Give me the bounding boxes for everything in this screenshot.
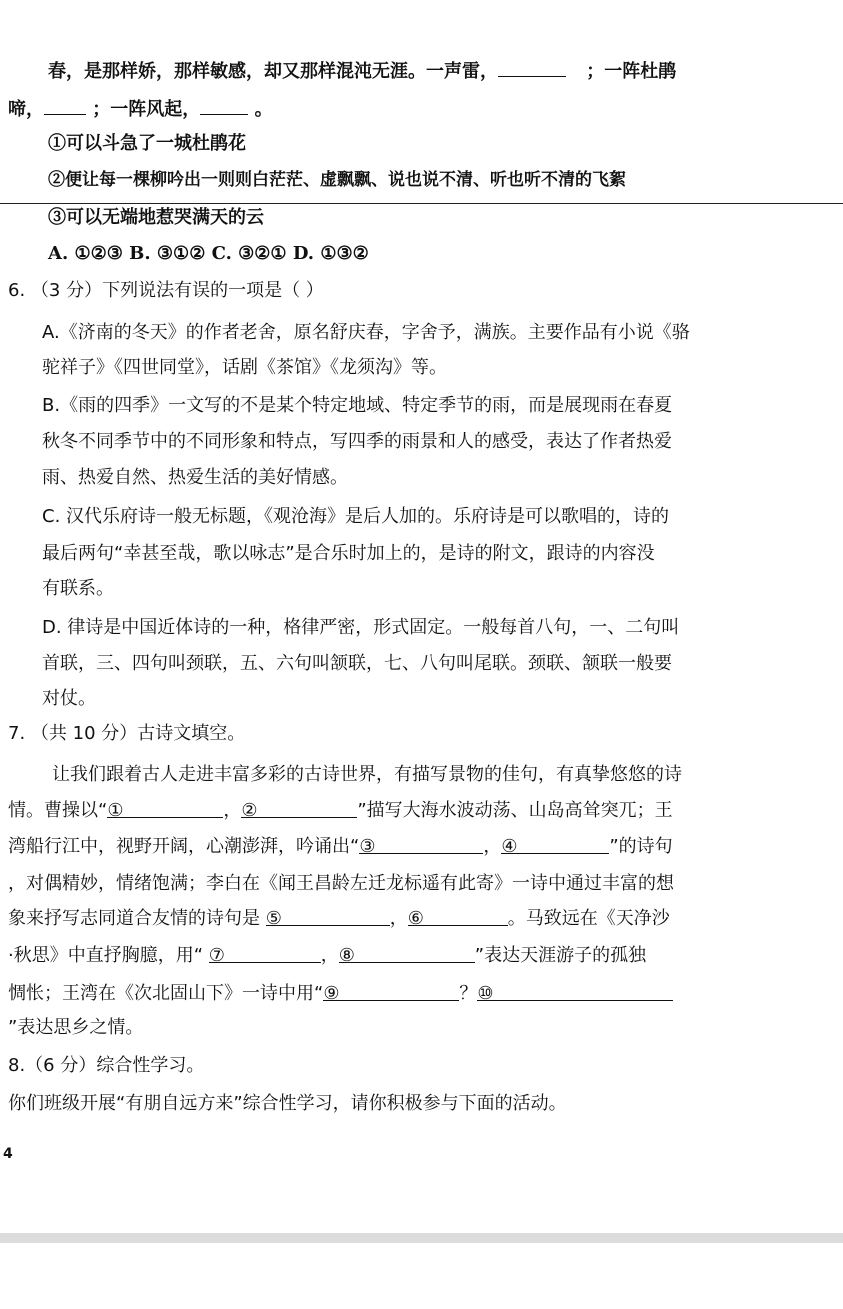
q5-choices: A. ①②③ B. ③①② C. ③②① D. ①③②	[48, 243, 369, 264]
q7-text-line4: ，对偶精妙，情绪饱满；李白在《闻王昌龄左迁龙标遥有此寄》一诗中通过丰富的想	[8, 873, 674, 894]
blank-3: ③	[359, 835, 483, 854]
q6-option-b-line1: B.《雨的四季》一文写的不是某个特定地域、特定季节的雨，而是展现雨在春夏	[42, 395, 673, 416]
q6-option-c-line2: 最后两句“幸甚至哉，歌以咏志”是合乐时加上的，是诗的附文，跟诗的内容没	[42, 543, 655, 564]
q5-option-1: ①可以斗急了一城杜鹃花	[48, 133, 246, 154]
q7-stem: 7. （共 10 分）古诗文填空。	[8, 723, 246, 744]
q5-option-3: ③可以无端地惹哭满天的云	[48, 207, 264, 228]
blank-5: ⑤	[266, 907, 390, 926]
blank-8: ⑧	[339, 944, 475, 963]
q7-text-line3: 湾船行江中，视野开阔，心潮澎湃，吟诵出“③ ，④ ”的诗句	[8, 836, 673, 857]
page-bottom-band	[0, 1233, 843, 1243]
q6-option-a-line1: A.《济南的冬天》的作者老舍，原名舒庆春，字舍予，满族。主要作品有小说《骆	[42, 322, 690, 343]
q6-option-b-line3: 雨、热爱自然、热爱生活的美好情感。	[42, 467, 348, 488]
q6-option-d-line2: 首联，三、四句叫颈联，五、六句叫颔联，七、八句叫尾联。颈联、颔联一般要	[42, 653, 672, 674]
blank-9: ⑨	[323, 982, 459, 1001]
q6-option-a-line2: 驼祥子》《四世同堂》，话剧《茶馆》《龙须沟》等。	[42, 357, 447, 378]
q6-option-c-line1: C. 汉代乐府诗一般无标题，《观沧海》是后人加的。乐府诗是可以歌唱的，诗的	[42, 506, 670, 527]
blank	[498, 58, 566, 77]
q5-passage-line2: 啼， ；一阵风起， 。	[8, 96, 273, 122]
q8-intro: 你们班级开展“有朋自远方来”综合性学习，请你积极参与下面的活动。	[8, 1093, 567, 1114]
q6-option-d-line3: 对仗。	[42, 688, 96, 709]
q7-text-line6: ·秋思》中直抒胸臆，用“ ⑦ ，⑧ ”表达天涯游子的孤独	[8, 945, 647, 966]
q7-text-line5: 象来抒写志同道合友情的诗句是 ⑤ ，⑥ 。马致远在《天净沙	[8, 908, 670, 929]
q6-option-d-line1: D. 律诗是中国近体诗的一种，格律严密，形式固定。一般每首八句，一、二句叫	[42, 617, 680, 638]
blank-10: ⑩	[477, 982, 673, 1001]
q6-stem: 6. （3 分）下列说法有误的一项是（ ）	[8, 280, 324, 301]
blank-1: ①	[107, 799, 223, 818]
blank-2: ②	[241, 799, 357, 818]
q6-option-c-line3: 有联系。	[42, 578, 114, 599]
q8-stem: 8.（6 分）综合性学习。	[8, 1055, 205, 1076]
page-number: 4	[3, 1146, 13, 1162]
blank-4: ④	[501, 835, 609, 854]
q5-passage-line1: 春，是那样娇，那样敏感，却又那样混沌无涯。一声雷， ；一阵杜鹃	[48, 58, 676, 84]
blank-7: ⑦	[209, 944, 321, 963]
q5-option-2: ②便让每一棵柳吟出一则则白茫茫、虚飘飘、说也说不清、听也听不清的飞絮	[48, 170, 626, 190]
q7-text-line7: 惆怅；王湾在《次北固山下》一诗中用“⑨ ？⑩	[8, 982, 673, 1006]
blank-6: ⑥	[408, 907, 508, 926]
q7-text-line1: 让我们跟着古人走进丰富多彩的古诗世界，有描写景物的佳句，有真挚悠悠的诗	[52, 764, 682, 785]
divider-line	[0, 203, 843, 204]
q7-text-line8: ”表达思乡之情。	[8, 1017, 144, 1038]
blank	[200, 96, 248, 115]
blank	[44, 96, 86, 115]
q6-option-b-line2: 秋冬不同季节中的不同形象和特点，写四季的雨景和人的感受，表达了作者热爱	[42, 431, 672, 452]
q7-text-line2: 情。曹操以“① ，② ”描写大海水波动荡、山岛高耸突兀；王	[8, 800, 673, 821]
